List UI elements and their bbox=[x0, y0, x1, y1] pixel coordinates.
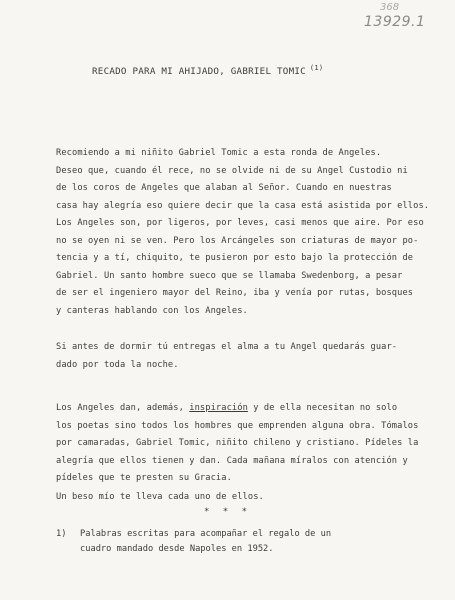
text-line: alegría que ellos tienen y dan. Cada mañana míralos con atención y bbox=[56, 455, 408, 466]
text-segment: y de ella necesitan no solo bbox=[247, 403, 398, 413]
text-line bbox=[56, 400, 428, 418]
text-line: no se oyen ni se ven. Pero los Arcángeles son criaturas de mayor po- bbox=[56, 235, 419, 246]
footnote-line: cuadro mandado desde Napoles en 1952. bbox=[80, 544, 274, 554]
text-line: por camaradas, Gabriel Tomic, niñito chileno y cristiano. Pídeles la bbox=[56, 438, 419, 448]
text-line: pídeles que te presten su Gracia. bbox=[56, 473, 232, 483]
text-line: Los Angeles son, por ligeros, por leves, casi menos que aire. Por eso bbox=[56, 218, 424, 228]
text-line: los poetas sino todos los hombres que emprenden alguna obra. Tómalos bbox=[56, 420, 419, 431]
archive-number: 13929.1 bbox=[364, 14, 426, 30]
footnote-text: Palabras escritas para acompañar el regalo de un bbox=[80, 529, 332, 539]
text-line: casa hay alegría eso quiere decir que la casa está asistida por ellos. bbox=[56, 200, 430, 211]
text-line: de ser el ingeniero mayor del Reino, iba y venía por rutas, bosques bbox=[56, 288, 414, 298]
text-line: Gabriel. Un santo hombre sueco que se llamaba Swedenborg, a pesar bbox=[56, 270, 403, 281]
document-title bbox=[92, 64, 323, 77]
paragraph-2 bbox=[56, 339, 428, 374]
footnote bbox=[56, 527, 331, 557]
text-line: tencia y a tí, chiquito, te pusieron por esto bajo la protección de bbox=[56, 253, 414, 263]
title-text: RECADO PARA MI AHIJADO, GABRIEL TOMIC bbox=[92, 66, 306, 77]
text-line: Recomiendo a mi niñito Gabriel Tomic a esta ronda de Angeles. bbox=[56, 148, 382, 158]
text-line: Un beso mío te lleva cada uno de ellos. bbox=[56, 492, 264, 502]
paragraph-4 bbox=[56, 489, 428, 507]
footnote-line bbox=[56, 527, 331, 542]
paragraph-1 bbox=[56, 145, 428, 320]
section-separator: * * * bbox=[203, 507, 252, 517]
title-note-mark: (1) bbox=[309, 64, 324, 72]
text-line: de los coros de Angeles que alaban al Señor. Cuando en nuestras bbox=[56, 183, 392, 193]
underlined-word: inspiración bbox=[189, 403, 248, 413]
text-line: dado por toda la noche. bbox=[56, 359, 179, 370]
text-segment: Los Angeles dan, además, bbox=[56, 403, 190, 413]
text-line: Deseo que, cuando él rece, no se olvide ni de su Angel Custodio ni bbox=[56, 165, 408, 176]
text-line: y canteras hablando con los Angeles. bbox=[56, 305, 248, 316]
text-line: Si antes de dormir tú entregas el alma a tu Angel quedarás guar- bbox=[56, 342, 398, 352]
footnote-number: 1) bbox=[56, 529, 67, 539]
paragraph-3 bbox=[56, 400, 428, 488]
pencil-reference-number: 368 bbox=[380, 2, 400, 13]
